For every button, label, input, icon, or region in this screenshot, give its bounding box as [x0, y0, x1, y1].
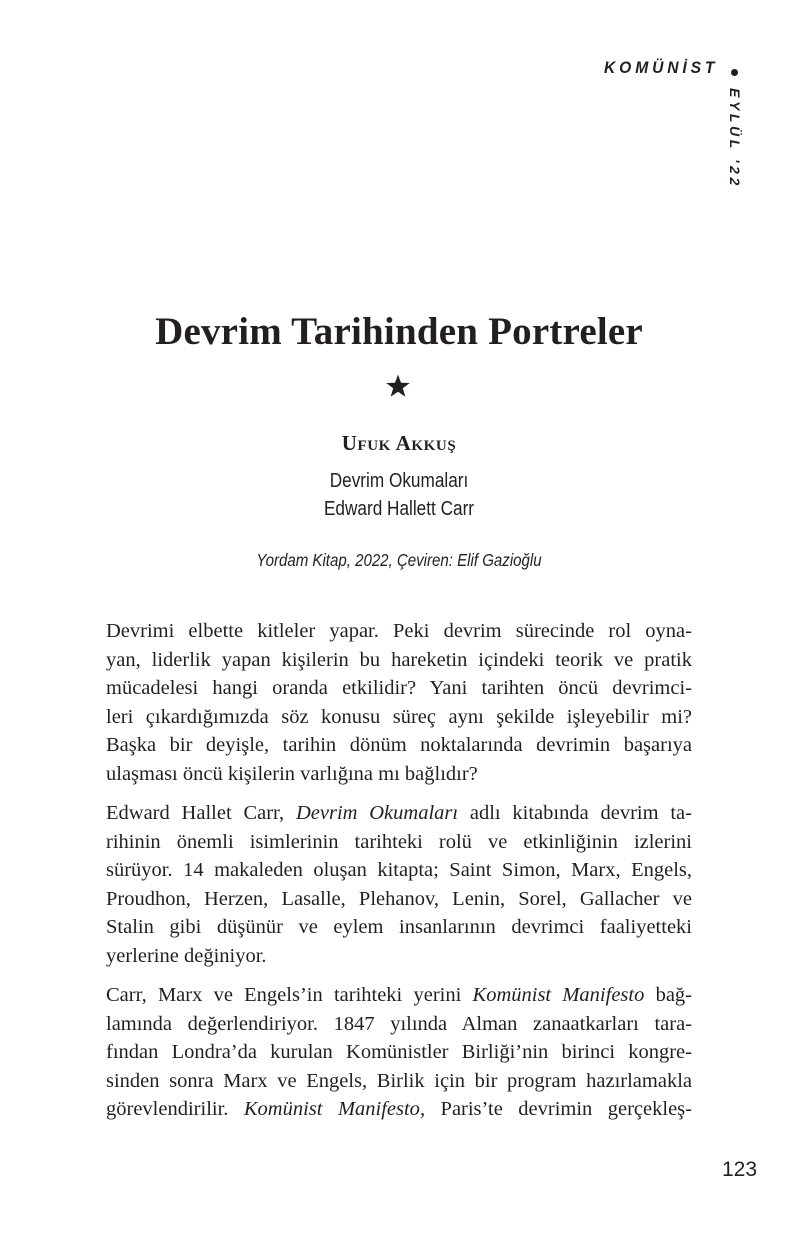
text-line: yerlerine değiniyor.: [106, 944, 267, 967]
text-line: leri çıkardığımızda söz konusu süreç aynı şekilde işleyebilir mi?: [106, 705, 692, 728]
star-icon: [385, 374, 411, 398]
italic-book-title: Komünist Manifesto: [243, 1098, 420, 1121]
article-author: Ufuk Akkuş: [341, 431, 457, 455]
running-head-publication: KOMÜNİST: [604, 58, 719, 77]
text-line: rihinin önemli isimlerinin tarihteki rolü ve etkinliğinin izlerini: [106, 830, 692, 853]
text-line: Başka bir deyişle, tarihin dönüm noktalarında devrimin başarıya: [106, 734, 692, 757]
body-paragraph: [106, 799, 692, 971]
body-paragraph: [106, 981, 692, 1124]
reviewed-book-author: Edward Hallett Carr: [323, 498, 475, 520]
italic-book-title: Komünist Manifesto: [472, 984, 645, 1006]
reviewed-book-publication-info: Yordam Kitap, 2022, Çeviren: Elif Gazioğlu: [256, 550, 542, 570]
page-number: 123: [722, 1158, 758, 1181]
text-line: yan, liderlik yapan kişilerin bu hareketin içindeki teorik ve pratik: [106, 648, 692, 671]
italic-book-title: Devrim Okumaları: [295, 802, 459, 824]
text-line: ulaşması öncü kişilerin varlığına mı bağlıdır?: [106, 762, 478, 785]
text-line: Edward Hallet Carr, Devrim Okumaları adlı kitabında devrim ta-: [106, 802, 692, 824]
text-line: Proudhon, Herzen, Lasalle, Plehanov, Lenin, Sorel, Gallacher ve: [106, 887, 692, 910]
text-line: mücadelesi hangi oranda etkilidir? Yani tarihten öncü devrimci-: [106, 677, 692, 700]
text-line: fından Londra’da kurulan Komünistler Birliği’nin birinci kongre-: [106, 1041, 692, 1064]
body-paragraph: [106, 617, 692, 789]
text-line: sürüyor. 14 makaleden oluşan kitapta; Saint Simon, Marx, Engels,: [106, 859, 692, 882]
article-title: Devrim Tarihinden Portreler: [155, 310, 643, 353]
text-line: Devrimi elbette kitleler yapar. Peki devrim sürecinde rol oyna-: [106, 620, 692, 642]
text-line: Stalin gibi düşünür ve eylem insanlarının devrimci faaliyetteki: [106, 916, 692, 939]
reviewed-book-title: Devrim Okumaları: [329, 470, 469, 492]
running-head-issue: EYLÜL '22: [727, 88, 743, 189]
bullet-separator-icon: [731, 69, 738, 76]
text-line: görevlendirilir. Komünist Manifesto, Paris’te devrimin gerçekleş-: [106, 1098, 692, 1121]
text-line: sinden sonra Marx ve Engels, Birlik için bir program hazırlamakla: [106, 1069, 692, 1092]
text-line: lamında değerlendiriyor. 1847 yılında Alman zanaatkarları tara-: [106, 1012, 692, 1035]
text-line: Carr, Marx ve Engels’in tarihteki yerini Komünist Manifesto bağ-: [106, 984, 692, 1006]
